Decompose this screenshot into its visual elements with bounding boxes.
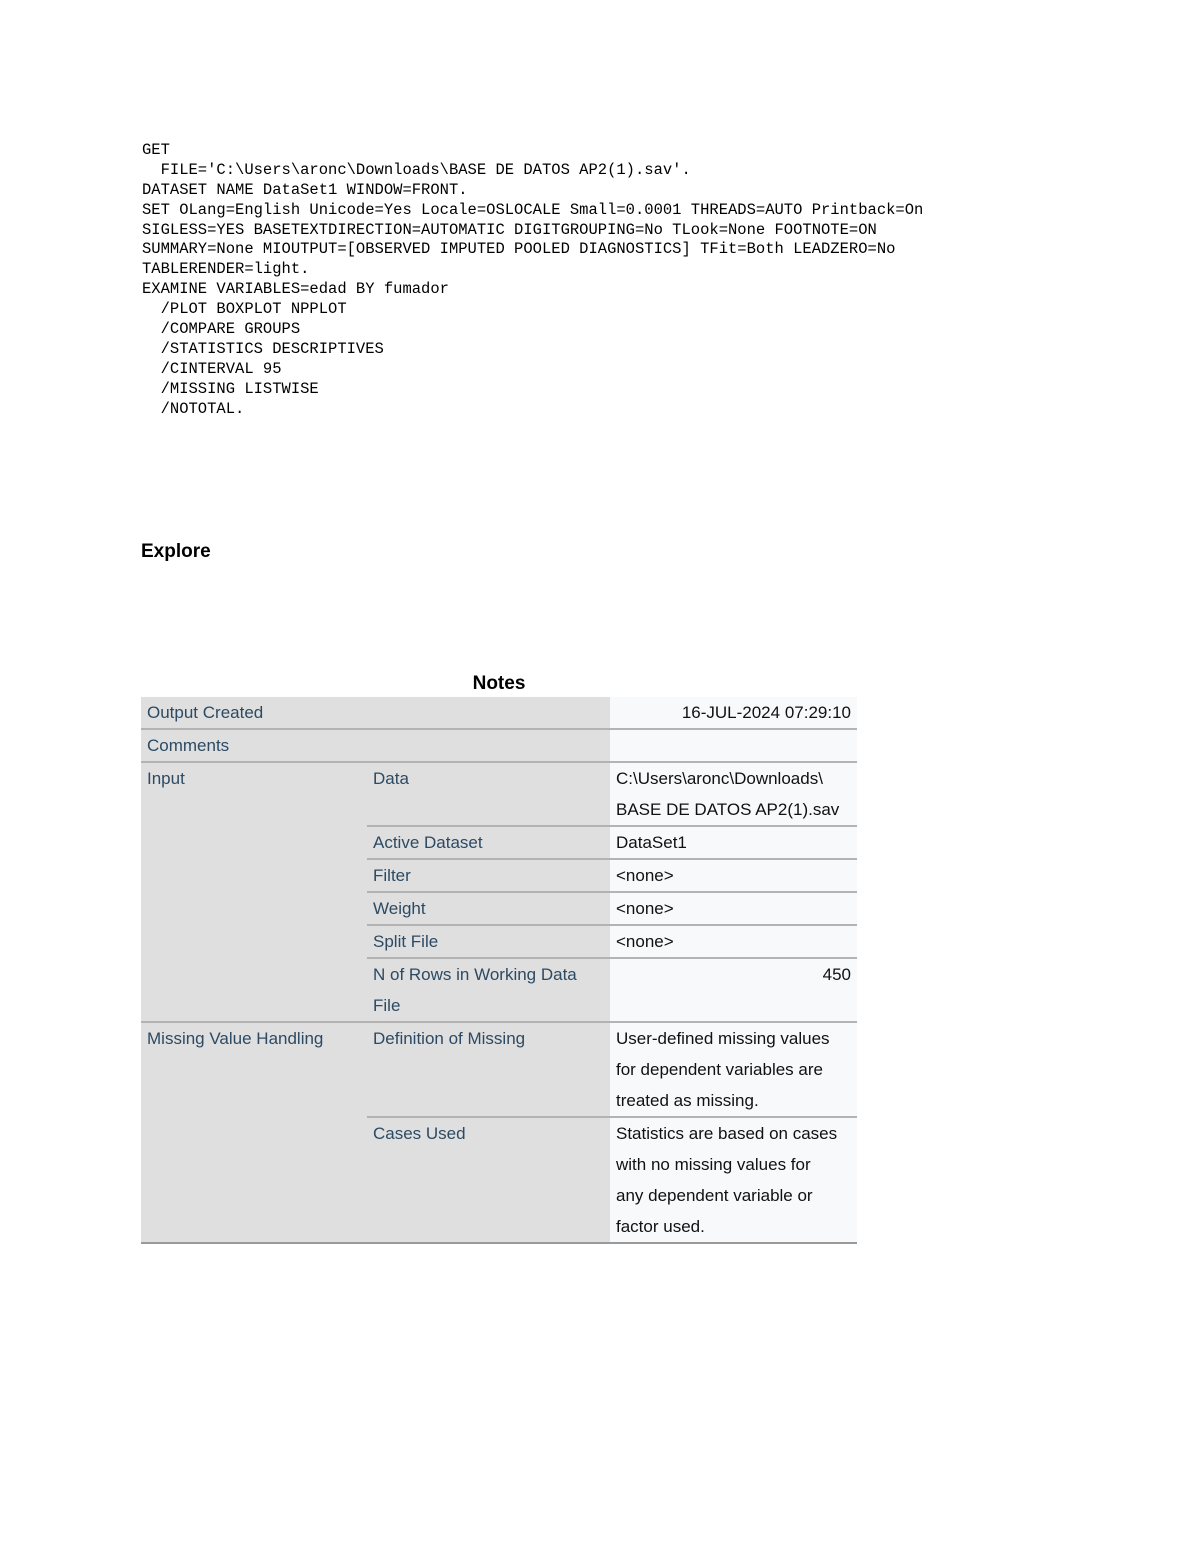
row-header-input: Input: [141, 762, 367, 1022]
data-value: [610, 762, 857, 826]
syntax-line: SUMMARY=None MIOUTPUT=[OBSERVED IMPUTED POOLED DIAGNOSTICS] TFit=Both LEADZERO=No: [142, 240, 896, 259]
filter-value: <none>: [610, 859, 857, 892]
table-row-output-created: [141, 697, 857, 729]
row-header-missing-value-handling: Missing Value Handling: [141, 1022, 367, 1243]
syntax-line: /MISSING LISTWISE: [142, 379, 319, 398]
definition-line: treated as missing.: [616, 1091, 759, 1110]
cases-used-line: with no missing values for: [616, 1155, 811, 1174]
row-header-active-dataset: Active Dataset: [367, 826, 610, 859]
syntax-line: SIGLESS=YES BASETEXTDIRECTION=AUTOMATIC DIGITGROUPING=No TLook=None FOOTNOTE=ON: [142, 220, 877, 239]
notes-table: [141, 697, 857, 1244]
syntax-line: TABLERENDER=light.: [142, 260, 310, 279]
row-header-cases-used: Cases Used: [367, 1117, 610, 1243]
row-header-output-created: Output Created: [141, 697, 610, 729]
syntax-line: /STATISTICS DESCRIPTIVES: [142, 339, 384, 358]
data-value-line: BASE DE DATOS AP2(1).sav: [616, 800, 840, 819]
active-dataset-value: DataSet1: [610, 826, 857, 859]
weight-value: <none>: [610, 892, 857, 925]
syntax-line: DATASET NAME DataSet1 WINDOW=FRONT.: [142, 180, 468, 199]
cases-used-value: [610, 1117, 857, 1243]
row-header-data: Data: [367, 762, 610, 826]
n-rows-label-line: File: [373, 996, 401, 1015]
row-header-filter: Filter: [367, 859, 610, 892]
syntax-line: /COMPARE GROUPS: [142, 320, 301, 339]
comments-value: [610, 729, 857, 762]
table-row-data: [141, 762, 857, 826]
row-header-n-rows: [367, 958, 610, 1022]
syntax-line: /CINTERVAL 95: [142, 359, 282, 378]
syntax-line: /NOTOTAL.: [142, 399, 245, 418]
row-header-weight: Weight: [367, 892, 610, 925]
n-rows-label-line: N of Rows in Working Data: [373, 965, 577, 984]
syntax-line: /PLOT BOXPLOT NPPLOT: [142, 300, 347, 319]
cases-used-line: factor used.: [616, 1217, 705, 1236]
notes-table-title: Notes: [472, 673, 526, 694]
syntax-line: FILE='C:\Users\aronc\Downloads\BASE DE DATOS AP2(1).sav'.: [142, 160, 691, 179]
cases-used-line: Statistics are based on cases: [616, 1124, 838, 1143]
table-row-comments: [141, 729, 857, 762]
definition-line: for dependent variables are: [616, 1060, 823, 1079]
syntax-line: EXAMINE VARIABLES=edad BY fumador: [142, 280, 449, 299]
syntax-line: SET OLang=English Unicode=Yes Locale=OSLOCALE Small=0.0001 THREADS=AUTO Printback=On: [142, 200, 924, 219]
data-value-line: C:\Users\aronc\Downloads\: [616, 769, 823, 788]
row-header-definition-of-missing: Definition of Missing: [367, 1022, 610, 1117]
split-file-value: <none>: [610, 925, 857, 958]
output-created-value: 16-JUL-2024 07:29:10: [610, 697, 857, 729]
definition-of-missing-value: [610, 1022, 857, 1117]
section-heading-explore: Explore: [141, 541, 211, 562]
table-row-definition-of-missing: [141, 1022, 857, 1117]
n-rows-value: 450: [610, 958, 857, 1022]
row-header-split-file: Split File: [367, 925, 610, 958]
definition-line: User-defined missing values: [616, 1029, 830, 1048]
syntax-block: [142, 141, 923, 419]
syntax-line: GET: [142, 141, 170, 159]
cases-used-line: any dependent variable or: [616, 1186, 813, 1205]
row-header-comments: Comments: [141, 729, 610, 762]
